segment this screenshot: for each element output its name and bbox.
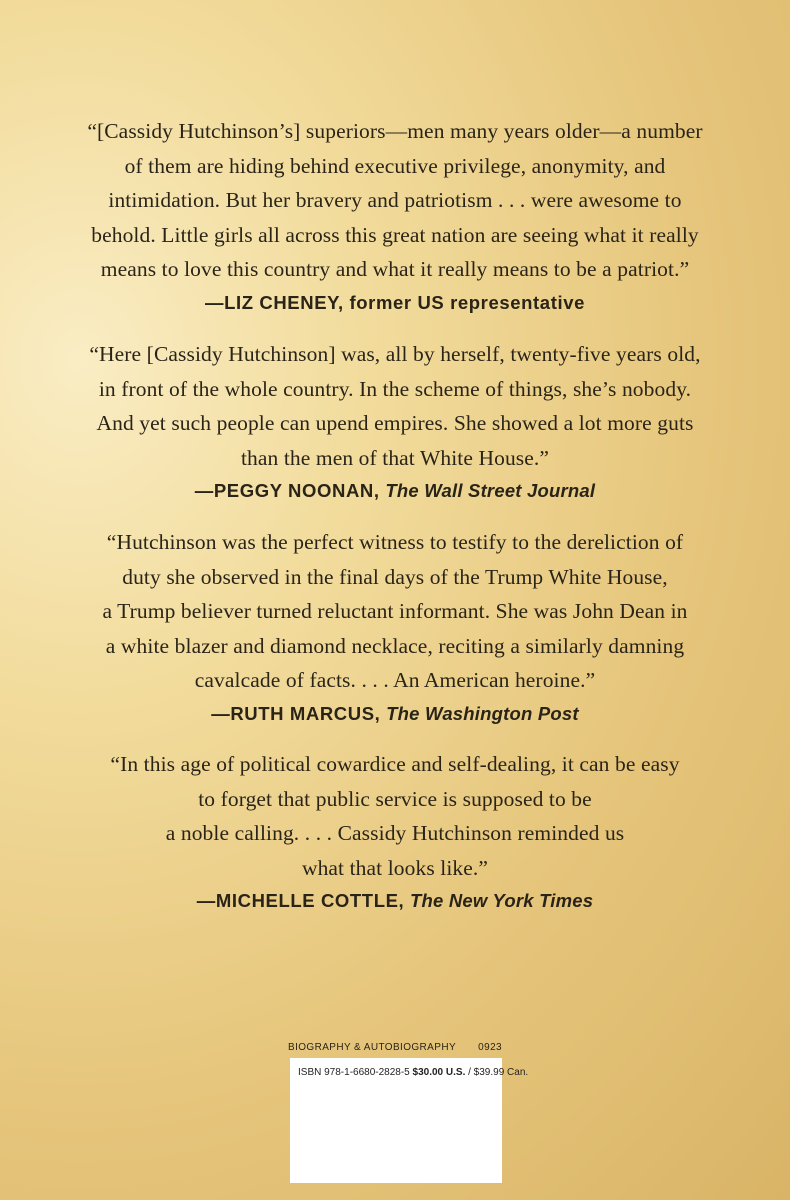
attribution-name: —PEGGY NOONAN, bbox=[194, 480, 386, 501]
price-can: / $39.99 Can. bbox=[468, 1067, 529, 1078]
attribution-name: —LIZ CHENEY, bbox=[205, 291, 350, 313]
isbn-price-line bbox=[298, 1067, 528, 1078]
isbn-number: ISBN 978-1-6680-2828-5 bbox=[298, 1067, 410, 1078]
quote-line: of them are hiding behind executive privilege, anonymity, and bbox=[124, 153, 666, 178]
attribution-source: The Wall Street Journal bbox=[385, 480, 596, 501]
quote-line: “In this age of political cowardice and self-dealing, it can be easy bbox=[110, 752, 680, 776]
quote-text bbox=[40, 114, 750, 287]
quote-ruth-marcus bbox=[40, 525, 750, 728]
attribution-title: former US representative bbox=[349, 291, 585, 313]
quote-line: a white blazer and diamond necklace, reciting a similarly damning bbox=[105, 633, 685, 658]
quote-michelle-cottle bbox=[40, 747, 750, 915]
quote-line: “[Cassidy Hutchinson’s] superiors—men many years older—a number bbox=[87, 119, 703, 143]
quote-peggy-noonan bbox=[40, 337, 750, 505]
quote-line: a noble calling. . . . Cassidy Hutchinson reminded us bbox=[165, 821, 625, 845]
quote-text bbox=[40, 747, 750, 885]
category-code: 0923 bbox=[478, 1042, 502, 1053]
barcode-box bbox=[290, 1058, 529, 1183]
quote-attribution bbox=[40, 887, 750, 915]
quote-line: means to love this country and what it really means to be a patriot.” bbox=[100, 257, 690, 281]
price-us: $30.00 U.S. bbox=[412, 1067, 466, 1078]
quote-line: cavalcade of facts. . . . An American heroine.” bbox=[194, 668, 596, 692]
quote-line: duty she observed in the final days of the Trump White House, bbox=[122, 564, 668, 589]
quote-line: behold. Little girls all across this great nation are seeing what it really bbox=[91, 222, 699, 247]
quote-liz-cheney bbox=[40, 114, 750, 317]
quote-line: And yet such people can upend empires. She showed a lot more guts bbox=[96, 411, 694, 435]
quote-line: a Trump believer turned reluctant informant. She was John Dean in bbox=[102, 599, 688, 623]
attribution-name: —RUTH MARCUS, bbox=[211, 702, 387, 724]
quote-line: “Hutchinson was the perfect witness to testify to the dereliction of bbox=[106, 530, 684, 554]
quote-attribution bbox=[40, 477, 750, 505]
quote-line: what that looks like.” bbox=[301, 855, 489, 880]
quote-line: in front of the whole country. In the scheme of things, she’s nobody. bbox=[98, 376, 692, 401]
attribution-name: —MICHELLE COTTLE, bbox=[196, 890, 411, 911]
attribution-source: The Washington Post bbox=[386, 702, 579, 724]
quote-line: “Here [Cassidy Hutchinson] was, all by herself, twenty-five years old, bbox=[89, 342, 701, 366]
category-line bbox=[288, 1042, 502, 1053]
quote-attribution bbox=[40, 700, 750, 728]
quote-attribution bbox=[40, 289, 750, 317]
quote-line: intimidation. But her bravery and patriotism . . . were awesome to bbox=[108, 188, 682, 212]
quote-line: to forget that public service is supposed to be bbox=[198, 786, 592, 811]
attribution-source: The New York Times bbox=[410, 890, 594, 911]
category-label: BIOGRAPHY & AUTOBIOGRAPHY bbox=[288, 1042, 457, 1053]
quote-text bbox=[40, 337, 750, 475]
quote-text bbox=[40, 525, 750, 698]
quote-line: than the men of that White House.” bbox=[240, 445, 550, 470]
